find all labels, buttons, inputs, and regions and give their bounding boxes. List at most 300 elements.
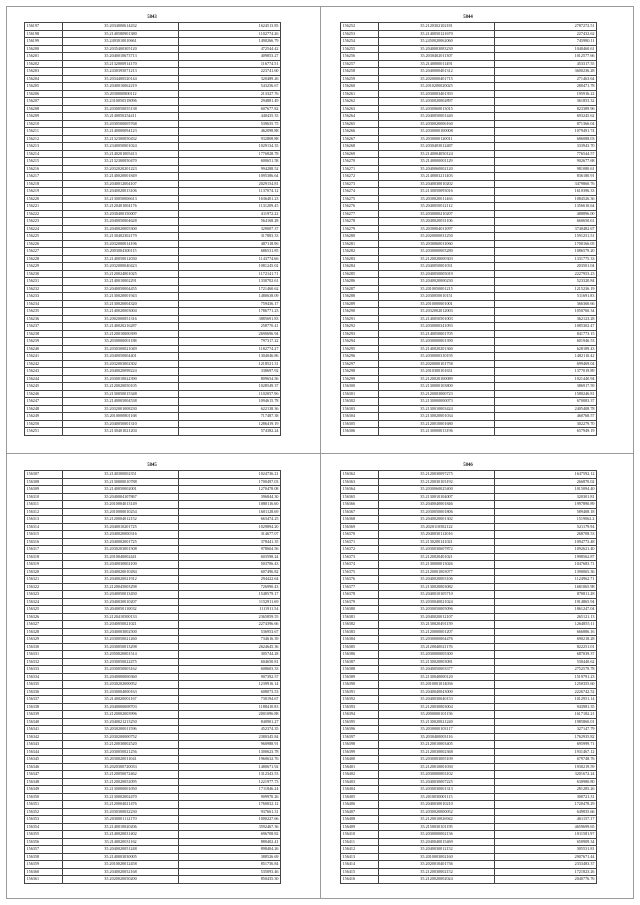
amount-cell: 320301.81: [495, 493, 597, 501]
code-cell: 35.2130200141021: [379, 538, 495, 546]
amount-cell: 734616.39: [179, 636, 281, 644]
amount-cell: 361853.32: [495, 98, 597, 106]
record-id-cell: 156334: [25, 673, 63, 681]
amount-cell: 1080116.60: [179, 501, 281, 509]
record-id-cell: 156229: [25, 263, 63, 271]
amount-cell: 521179.94: [495, 523, 597, 531]
block-title: 5843: [147, 15, 157, 20]
record-id-cell: 156247: [25, 398, 63, 406]
code-cell: 35.2120024001025: [63, 270, 179, 278]
table-row: [25, 808, 281, 816]
amount-cell: 280471.78: [495, 83, 597, 91]
code-cell: 35.2120000001207: [379, 628, 495, 636]
record-id-cell: 156201: [25, 53, 63, 61]
record-id-cell: 156289: [341, 300, 379, 308]
amount-cell: 564168.28: [179, 218, 281, 226]
code-cell: 35.2140010020206: [63, 823, 179, 831]
amount-cell: 1681065.98: [495, 583, 597, 591]
amount-cell: 1094615.78: [179, 398, 281, 406]
code-cell: 35.2030000001390: [379, 338, 495, 346]
code-cell: 35.2120010001680: [379, 420, 495, 428]
amount-cell: 601946.53: [495, 338, 597, 346]
amount-cell: 1721823.26: [495, 868, 597, 876]
table-row: [25, 225, 281, 233]
code-cell: 35.2040020013106: [63, 188, 179, 196]
table-row: [25, 793, 281, 801]
record-id-cell: 156286: [341, 278, 379, 286]
amount-cell: 686531.85: [179, 248, 281, 256]
code-cell: 35.2120030002520: [63, 741, 179, 749]
data-table: [24, 470, 281, 884]
record-id-cell: 156377: [341, 583, 379, 591]
record-id-cell: 156382: [341, 621, 379, 629]
table-row: [25, 778, 281, 786]
code-cell: 35.2140580901380: [63, 30, 179, 38]
amount-cell: 1081245.02: [179, 263, 281, 271]
code-cell: 35.2140000001129: [379, 158, 495, 166]
record-id-cell: 156317: [25, 546, 63, 554]
table-row: [25, 270, 281, 278]
table-row: [341, 546, 597, 554]
amount-cell: 294422.64: [179, 576, 281, 584]
record-id-cell: 156290: [341, 308, 379, 316]
code-cell: 35.2040060002120: [379, 165, 495, 173]
table-row: [341, 233, 597, 241]
table-row: [25, 493, 281, 501]
record-id-cell: 156347: [25, 771, 63, 779]
code-cell: 35.2120020000303: [379, 255, 495, 263]
amount-cell: 981080.61: [495, 165, 597, 173]
record-id-cell: 156243: [25, 368, 63, 376]
amount-cell: 932808.88: [179, 135, 281, 143]
amount-cell: 1300623.78: [179, 748, 281, 756]
record-id-cell: 156363: [341, 478, 379, 486]
table-row: [25, 568, 281, 576]
record-id-cell: 156416: [341, 876, 379, 884]
amount-cell: 604650.81: [179, 658, 281, 666]
code-cell: 35.2120030002368: [379, 748, 495, 756]
code-cell: 35.2040010105710: [379, 591, 495, 599]
record-id-cell: 156395: [341, 718, 379, 726]
record-id-cell: 156409: [341, 823, 379, 831]
table-row: [25, 508, 281, 516]
code-cell: 35.2010004013149: [63, 501, 179, 509]
record-id-cell: 156375: [341, 568, 379, 576]
table-row: [25, 428, 281, 436]
table-row: [25, 218, 281, 226]
code-cell: 35.2040020000230: [379, 278, 495, 286]
table-row: [25, 375, 281, 383]
table-row: [341, 300, 597, 308]
table-row: [341, 113, 597, 121]
table-row: [341, 493, 597, 501]
amount-cell: 213327.76: [179, 90, 281, 98]
code-cell: 35.2130020001034: [379, 413, 495, 421]
table-row: [25, 846, 281, 854]
code-cell: 35.2140050121670: [379, 30, 495, 38]
amount-cell: 440435.35: [179, 113, 281, 121]
amount-cell: 699469.04: [495, 360, 597, 368]
table-row: [25, 345, 281, 353]
table-row: [25, 158, 281, 166]
code-cell: 35.2040020005300: [63, 225, 179, 233]
record-id-cell: 156213: [25, 143, 63, 151]
code-cell: 35.2010050001215: [379, 285, 495, 293]
record-id-cell: 156252: [341, 23, 379, 31]
record-id-cell: 156292: [341, 323, 379, 331]
code-cell: 35.2132300050432: [63, 135, 179, 143]
code-cell: 35.2120045003298: [63, 583, 179, 591]
amount-cell: 1960632.76: [179, 756, 281, 764]
code-cell: 35.2040020051248: [63, 846, 179, 854]
record-id-cell: 156408: [341, 816, 379, 824]
record-id-cell: 156305: [341, 420, 379, 428]
record-id-cell: 156276: [341, 203, 379, 211]
table-row: [25, 285, 281, 293]
code-cell: 35.2040020001302: [379, 516, 495, 524]
amount-cell: 851736.84: [179, 861, 281, 869]
code-cell: 35.2034000614432: [63, 23, 179, 31]
amount-cell: 693245.62: [495, 113, 597, 121]
record-id-cell: 156310: [25, 493, 63, 501]
code-cell: 35.2030003005109: [379, 756, 495, 764]
record-id-cell: 156318: [25, 553, 63, 561]
table-row: [341, 666, 597, 674]
table-block-5844: [340, 14, 596, 436]
amount-cell: 1218521.31: [179, 360, 281, 368]
code-cell: 35.2030000341093: [379, 323, 495, 331]
code-cell: 35.2040021213250: [63, 718, 179, 726]
code-cell: 35.2120010000399: [63, 330, 179, 338]
code-cell: 35.2010040002441: [63, 553, 179, 561]
code-cell: 35.2130000013026: [379, 561, 495, 569]
record-id-cell: 156397: [341, 733, 379, 741]
record-id-cell: 156405: [341, 793, 379, 801]
amount-cell: 386917.59: [495, 383, 597, 391]
table-row: [341, 516, 597, 524]
table-row: [341, 748, 597, 756]
amount-cell: 871366.04: [495, 120, 597, 128]
amount-cell: 1997890.89: [495, 501, 597, 509]
code-cell: 35.2030000003280: [379, 248, 495, 256]
amount-cell: 503706.43: [179, 561, 281, 569]
amount-cell: 1124962.71: [495, 576, 597, 584]
record-id-cell: 156241: [25, 353, 63, 361]
record-id-cell: 156294: [341, 338, 379, 346]
code-cell: 35.2030050005096: [379, 606, 495, 614]
amount-cell: 1591251.51: [495, 233, 597, 241]
table-row: [25, 210, 281, 218]
table-row: [341, 383, 597, 391]
record-id-cell: 156212: [25, 135, 63, 143]
record-id-cell: 156236: [25, 315, 63, 323]
table-row: [25, 823, 281, 831]
record-id-cell: 156324: [25, 598, 63, 606]
code-cell: 35.2130040000120: [379, 673, 495, 681]
record-id-cell: 156306: [341, 428, 379, 436]
code-cell: 35.2040030040153: [379, 696, 495, 704]
amount-cell: 1624513.85: [179, 23, 281, 31]
table-row: [25, 868, 281, 876]
amount-cell: 909970.26: [179, 793, 281, 801]
table-row: [341, 741, 597, 749]
record-id-cell: 156367: [341, 508, 379, 516]
code-cell: 35.2130000010788: [63, 478, 179, 486]
table-row: [341, 240, 597, 248]
code-cell: 35.2120020002024: [379, 876, 495, 884]
record-id-cell: 156342: [25, 733, 63, 741]
record-id-cell: 156269: [341, 150, 379, 158]
record-id-cell: 156414: [341, 861, 379, 869]
record-id-cell: 156239: [25, 338, 63, 346]
code-cell: 35.2030050001806: [379, 508, 495, 516]
record-id-cell: 156203: [25, 68, 63, 76]
code-cell: 35.2030050010151: [379, 293, 495, 301]
table-row: [341, 225, 597, 233]
table-row: [25, 233, 281, 241]
record-id-cell: 156390: [341, 681, 379, 689]
code-cell: 35.2130020003081: [379, 658, 495, 666]
amount-cell: 1930219.59: [495, 763, 597, 771]
code-cell: 35.2030040021024: [379, 598, 495, 606]
table-row: [25, 390, 281, 398]
record-id-cell: 156403: [341, 778, 379, 786]
record-id-cell: 156248: [25, 405, 63, 413]
amount-cell: 726990.43: [179, 583, 281, 591]
amount-cell: 607496.82: [179, 568, 281, 576]
amount-cell: 2752579.78: [495, 666, 597, 674]
table-row: [25, 180, 281, 188]
amount-cell: 1610396.33: [495, 188, 597, 196]
code-cell: 35.2002000051316: [63, 315, 179, 323]
table-row: [341, 531, 597, 539]
amount-cell: 320489.26: [179, 75, 281, 83]
code-cell: 35.2430395071213: [63, 68, 179, 76]
table-row: [25, 330, 281, 338]
amount-cell: 1111911.54: [179, 606, 281, 614]
record-id-cell: 156200: [25, 45, 63, 53]
amount-cell: 1092621.40: [495, 546, 597, 554]
code-cell: 35.2030202000052: [63, 681, 179, 689]
code-cell: 35.2040020012107: [379, 613, 495, 621]
amount-cell: 1548579.17: [179, 591, 281, 599]
table-row: [341, 105, 597, 113]
table-block-5843: [24, 14, 280, 436]
code-cell: 35.2040050001440: [379, 113, 495, 121]
table-row: [341, 636, 597, 644]
code-cell: 35.2040030010210: [379, 801, 495, 809]
amount-cell: 840901.27: [179, 718, 281, 726]
amount-cell: 539635.75: [179, 120, 281, 128]
amount-cell: 2690696.94: [179, 330, 281, 338]
record-id-cell: 156270: [341, 158, 379, 166]
table-row: [25, 173, 281, 181]
table-row: [25, 368, 281, 376]
amount-cell: 1028549.37: [179, 383, 281, 391]
vertical-divider: [320, 6, 321, 899]
record-id-cell: 156401: [341, 763, 379, 771]
table-row: [341, 621, 597, 629]
code-cell: 35.2010003002160: [379, 853, 495, 861]
code-cell: 35.2040020098224: [63, 368, 179, 376]
table-row: [341, 255, 597, 263]
table-row: [25, 68, 281, 76]
code-cell: 35.2040040015469: [379, 838, 495, 846]
table-row: [341, 188, 597, 196]
record-id-cell: 156372: [341, 546, 379, 554]
table-row: [341, 203, 597, 211]
code-cell: 35.2030020011041: [63, 756, 179, 764]
amount-cell: 574382.24: [179, 428, 281, 436]
record-id-cell: 156301: [341, 390, 379, 398]
record-id-cell: 156220: [25, 195, 63, 203]
table-row: [341, 696, 597, 704]
table-row: [25, 763, 281, 771]
amount-cell: 1152911.69: [179, 598, 281, 606]
code-cell: 35.2010030001115: [379, 793, 495, 801]
code-cell: 35.2010020012458: [63, 861, 179, 869]
record-id-cell: 156293: [341, 330, 379, 338]
table-row: [341, 98, 597, 106]
record-id-cell: 156266: [341, 128, 379, 136]
record-id-cell: 156204: [25, 75, 63, 83]
record-id-cell: 156315: [25, 531, 63, 539]
record-id-cell: 156297: [341, 360, 379, 368]
record-id-cell: 156362: [341, 471, 379, 479]
code-cell: 35.2120020401021: [379, 553, 495, 561]
table-row: [341, 248, 597, 256]
table-row: [25, 60, 281, 68]
table-row: [25, 90, 281, 98]
amount-cell: 266870.02: [495, 478, 597, 486]
record-id-cell: 156295: [341, 345, 379, 353]
amount-cell: 1304046.86: [179, 353, 281, 361]
code-cell: 35.2030400150007: [63, 210, 179, 218]
amount-cell: 1188410.83: [179, 703, 281, 711]
table-row: [25, 128, 281, 136]
amount-cell: 1286419.19: [179, 420, 281, 428]
code-cell: 35.2030050055138: [63, 105, 179, 113]
record-id-cell: 156278: [341, 218, 379, 226]
code-cell: 35.2030020000052: [379, 808, 495, 816]
record-id-cell: 156282: [341, 248, 379, 256]
table-row: [25, 576, 281, 584]
table-row: [25, 861, 281, 869]
code-cell: 35.2030060013015: [379, 105, 495, 113]
code-cell: 35.2010000010254: [63, 508, 179, 516]
record-id-cell: 156402: [341, 771, 379, 779]
code-cell: 35.2120002003996: [63, 711, 179, 719]
code-cell: 35.2130010003424: [379, 405, 495, 413]
table-row: [341, 501, 597, 509]
amount-cell: 2333483.37: [495, 861, 597, 869]
table-row: [341, 83, 597, 91]
record-id-cell: 156262: [341, 98, 379, 106]
code-cell: 35.2120020050105: [63, 383, 179, 391]
amount-cell: 536953.67: [179, 628, 281, 636]
table-row: [25, 143, 281, 151]
table-row: [341, 143, 597, 151]
record-id-cell: 156215: [25, 158, 63, 166]
code-cell: 35.2010000001001: [379, 300, 495, 308]
table-row: [341, 195, 597, 203]
code-cell: 35.2040000008703: [63, 703, 179, 711]
table-row: [25, 703, 281, 711]
amount-cell: 1086579.20: [495, 248, 597, 256]
record-id-cell: 156410: [341, 831, 379, 839]
table-row: [25, 23, 281, 31]
amount-cell: 305744.28: [179, 651, 281, 659]
table-row: [341, 486, 597, 494]
table-row: [25, 308, 281, 316]
record-id-cell: 156223: [25, 218, 63, 226]
record-id-cell: 156214: [25, 150, 63, 158]
table-row: [25, 516, 281, 524]
table-row: [25, 853, 281, 861]
code-cell: 35.2130000103800: [379, 383, 495, 391]
record-id-cell: 156280: [341, 233, 379, 241]
amount-cell: 1617182.21: [495, 711, 597, 719]
code-cell: 35.2040004107867: [63, 493, 179, 501]
code-cell: 35.2040050001031: [379, 263, 495, 271]
code-cell: 35.2120020052095: [63, 778, 179, 786]
amount-cell: 302279.70: [495, 420, 597, 428]
record-id-cell: 156238: [25, 330, 63, 338]
table-row: [341, 613, 597, 621]
amount-cell: 2029154.81: [179, 180, 281, 188]
code-cell: 35.2010200020025: [379, 83, 495, 91]
record-id-cell: 156227: [25, 248, 63, 256]
record-id-cell: 156281: [341, 240, 379, 248]
record-id-cell: 156253: [341, 30, 379, 38]
record-id-cell: 156384: [341, 636, 379, 644]
table-row: [341, 75, 597, 83]
table-row: [341, 38, 597, 46]
table-row: [341, 771, 597, 779]
amount-cell: 776544.57: [495, 150, 597, 158]
code-cell: 35.2040050005019: [379, 270, 495, 278]
table-row: [25, 546, 281, 554]
record-id-cell: 156354: [25, 823, 63, 831]
record-id-cell: 156300: [341, 383, 379, 391]
table-row: [341, 375, 597, 383]
record-id-cell: 156312: [25, 508, 63, 516]
amount-cell: 268708.53: [495, 531, 597, 539]
code-cell: 35.2120030002152: [379, 868, 495, 876]
record-id-cell: 156411: [341, 838, 379, 846]
record-id-cell: 156352: [25, 808, 63, 816]
table-row: [25, 278, 281, 286]
table-row: [341, 673, 597, 681]
table-row: [25, 718, 281, 726]
amount-cell: 116774.51: [179, 60, 281, 68]
table-row: [25, 135, 281, 143]
table-row: [25, 816, 281, 824]
record-id-cell: 156257: [341, 60, 379, 68]
record-id-cell: 156374: [341, 561, 379, 569]
amount-cell: 1015094.40: [495, 486, 597, 494]
table-row: [341, 688, 597, 696]
code-cell: 35.2140020001167: [63, 696, 179, 704]
table-row: [341, 553, 597, 561]
table-row: [341, 293, 597, 301]
code-cell: 35.2030000001188: [63, 338, 179, 346]
amount-cell: 607677.82: [179, 105, 281, 113]
amount-cell: 223741.60: [179, 68, 281, 76]
amount-cell: 690218.28: [495, 636, 597, 644]
record-id-cell: 156287: [341, 285, 379, 293]
table-row: [25, 531, 281, 539]
